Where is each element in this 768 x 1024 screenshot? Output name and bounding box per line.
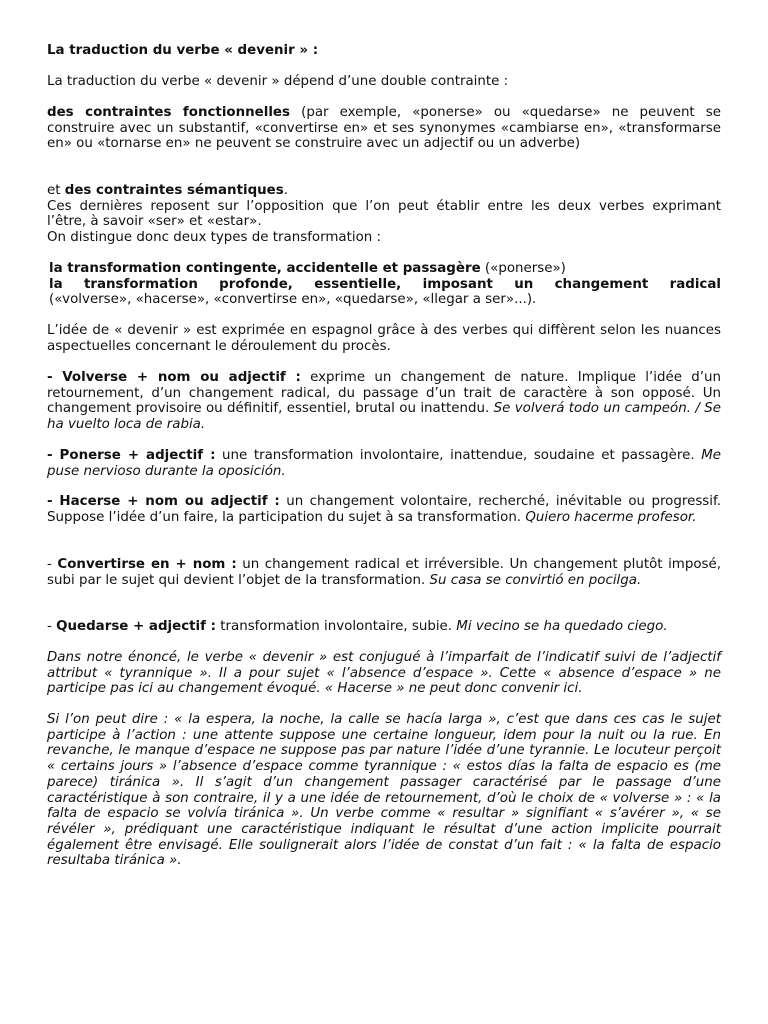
analyse-detaillee-paragraph xyxy=(47,712,721,869)
convertirse-paragraph xyxy=(47,557,721,588)
contraintes-fonctionnelles-text: (par exemple, «ponerse» ou «quedarse» ne peuvent se construire avec un substantif, «convertirse en» et ses synonymes «cambiarse en», «transformarse en» ou «tornarse en» ne peuvent se construire avec un adjectif ou un adverbe) xyxy=(47,105,721,152)
convertirse-text: un changement radical et irréversible. Un changement plutôt imposé, subi par le sujet qui devient l’objet de la transformation. xyxy=(47,557,721,588)
quedarse-paragraph xyxy=(47,619,721,635)
quedarse-heading: Quedarse + adjectif : xyxy=(56,619,216,634)
opposition-line: Ces dernières reposent sur l’opposition que l’on peut établir entre les deux verbes exprimant xyxy=(47,198,721,214)
contraintes-semantiques-heading: des contraintes sémantiques xyxy=(64,183,284,198)
convertirse-example: Su casa se convirtió en pocilga. xyxy=(429,572,642,588)
volverse-example: Se volverá todo un campeón. / Se ha vuelto loca de rabia. xyxy=(47,401,721,433)
document-title xyxy=(47,43,721,59)
transformation-profonde-verbs: («volverse», «hacerse», «convertirse en», «quedarse», «llegar a ser»...). xyxy=(49,292,537,308)
ponerse-heading: - Ponerse + adjectif : xyxy=(47,448,216,463)
volverse-text: exprime un changement de nature. Implique l’idée d’un retournement, d’un changement radical, du passage d’un trait de caractère à son opposé. Un changement provisoire ou définitif, essentiel, brutal ou inattendu. xyxy=(47,370,721,417)
ponerse-example: Me puse nervioso durante la oposición. xyxy=(47,448,721,479)
hacerse-heading: - Hacerse + nom ou adjectif : xyxy=(47,494,280,509)
intro-paragraph: La traduction du verbe « devenir » dépend d’une double contrainte : xyxy=(47,74,509,89)
types-intro-line: On distingue donc deux types de transformation : xyxy=(47,230,382,246)
volverse-paragraph xyxy=(47,370,721,433)
convertirse-prefix: - xyxy=(47,557,58,572)
analyse-detaillee-text: Si l’on peut dire : « la espera, la noche, la calle se hacía larga », c’est que dans ces cas le sujet participe à l’action : une attente suppose une certaine longueur, idem pour la nuit ou la rue. En revanche, le manque d’espace ne suppose pas par nature l’idée d’une tyrannie. Le locuteur perçoit « certains jours » l’absence d’espace comme tyrannique : « estos días la falta de espacio es (me parece) tiránica ». Il s’agit d’un changement passager caractérisé par le passage d’une caractéristique à son contraire, il y a une idée de retournement, d’où le choix de « volverse » : « la falta de espacio se volvía tiránica ». Un verbe comme « resultar » signifiant « s’avérer », « se révéler », prédiquant une caractéristique indiquant le résultat d’une action implicite pourrait également être envisagé. Elle soulignerait alors l’idée de constat d’un fait : « la falta de espacio resultaba tiránica ». xyxy=(47,712,721,869)
transformation-types-list xyxy=(49,261,721,308)
hacerse-example: Quiero hacerme profesor. xyxy=(525,509,697,525)
quedarse-prefix: - xyxy=(47,619,57,634)
ponerse-paragraph xyxy=(47,448,721,479)
transformation-contingente-verbs: («ponerse») xyxy=(480,261,566,276)
transformation-profonde-item xyxy=(49,277,721,293)
hacerse-paragraph xyxy=(47,494,721,525)
contraintes-fonctionnelles-paragraph xyxy=(47,105,721,152)
quedarse-example: Mi vecino se ha quedado ciego. xyxy=(456,619,668,634)
contraintes-fonctionnelles-heading: des contraintes fonctionnelles xyxy=(47,105,290,120)
hacerse-text: un changement volontaire, recherché, inévitable ou progressif. Suppose l’idée d’un faire, la participation du sujet à sa transformation. xyxy=(47,494,721,525)
quedarse-text: transformation involontaire, subie. xyxy=(215,619,457,634)
contraintes-semantiques-suffix: . xyxy=(283,183,288,198)
transformation-contingente-item xyxy=(49,261,721,277)
title-text: La traduction du verbe « devenir » : xyxy=(47,43,319,58)
convertirse-heading: Convertirse en + nom : xyxy=(57,557,237,572)
contraintes-semantiques-line xyxy=(47,183,721,199)
analyse-enonce-paragraph xyxy=(47,650,721,697)
analyse-enonce-text: Dans notre énoncé, le verbe « devenir » est conjugué à l’imparfait de l’indicatif suivi de l’adjectif attribut « tyrannique ». Il a pour sujet « l’absence d’espace ». Cette « absence d’espace » ne participe pas ici au changement évoqué. « Hacerse » ne peut donc convenir ici. xyxy=(47,650,721,697)
contraintes-semantiques-paragraph xyxy=(47,183,721,246)
ser-estar-line: l’être, à savoir «ser» et «estar». xyxy=(47,214,262,230)
transformation-contingente-label: la transformation contingente, accidentelle et passagère xyxy=(49,261,481,276)
devenir-espagnol-paragraph: L’idée de « devenir » est exprimée en espagnol grâce à des verbes qui diffèrent selon les nuances aspectuelles concernant le déroulement du procès. xyxy=(47,323,721,354)
ponerse-text: une transformation involontaire, inattendue, soudaine et passagère. xyxy=(215,448,702,463)
volverse-heading: - Volverse + nom ou adjectif : xyxy=(47,370,301,385)
contraintes-semantiques-prefix: et xyxy=(47,183,65,198)
transformation-profonde-label: la transformation profonde, essentielle, imposant un changement radical xyxy=(49,276,721,292)
